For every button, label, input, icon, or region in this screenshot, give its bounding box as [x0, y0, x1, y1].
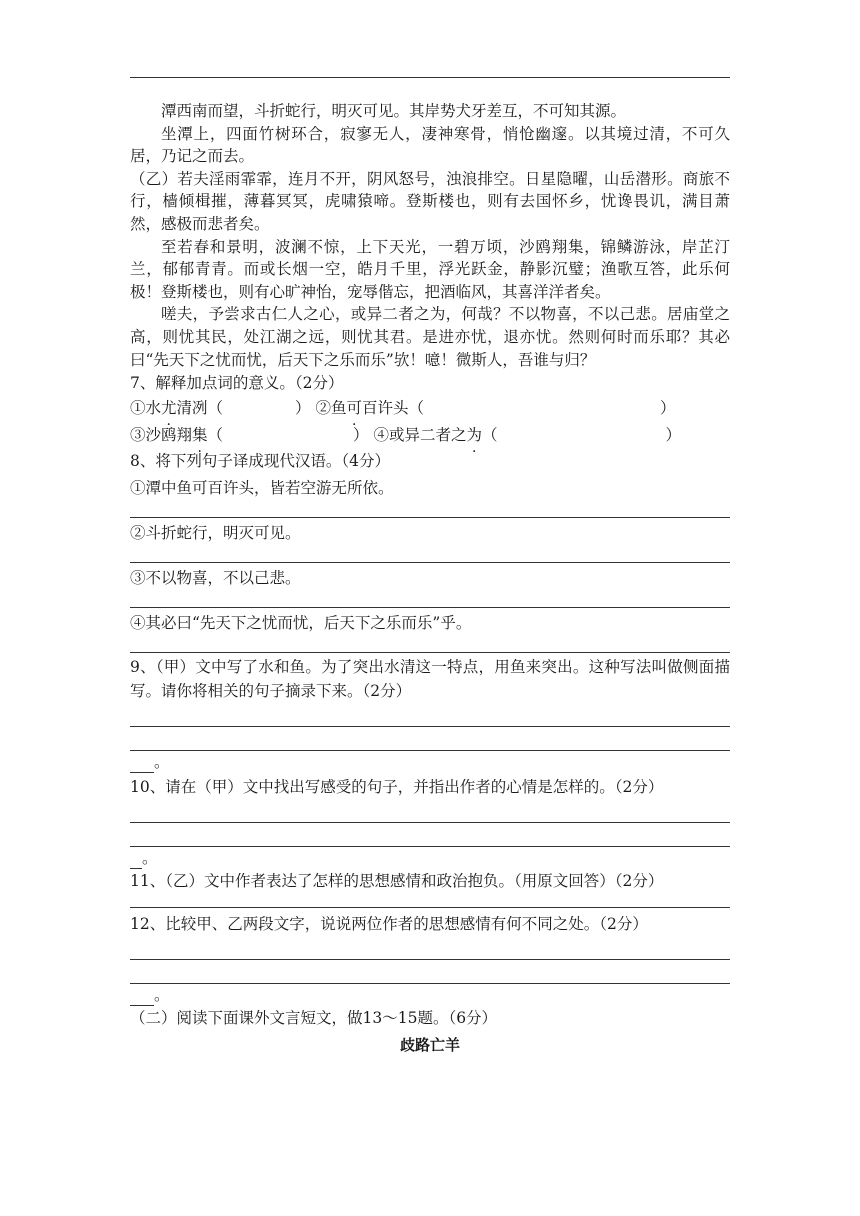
question-8-title: 8、将下列句子译成现代汉语。（4分）: [130, 452, 390, 471]
question-8-sentence-4: ④其必曰“先天下之忧而忧，后天下之乐而乐”乎。: [130, 608, 730, 653]
period-mark: 。: [154, 986, 170, 1005]
q7-item-text: 清冽（: [176, 399, 224, 418]
dotted-word: 尤 ·: [161, 395, 177, 422]
answer-line[interactable]: [130, 936, 730, 960]
answer-line[interactable]: [130, 823, 730, 847]
period-mark: 。: [154, 753, 170, 772]
answer-line-end: [130, 847, 730, 869]
passage-paragraph: （乙）若夫淫雨霏霏，连月不开，阴风怒号，浊浪排空。日星隐曜，山岳潜形。商旅不行，樯倾楫摧，薄暮冥冥，虎啸猿啼。登斯楼也，则有去国怀乡，忧谗畏讥，满目萧然，感极而悲者矣。: [130, 169, 730, 233]
dotted-word: 集 ·: [192, 422, 208, 449]
passage-paragraph: 坐潭上，四面竹树环合，寂寥无人，凄神寒骨，悄怆幽邃。以其境过清，不可久居，乃记之而去。: [130, 124, 730, 166]
answer-line[interactable]: [130, 703, 730, 727]
q7-item-text: （: [482, 426, 498, 445]
header-rule: [130, 77, 730, 78]
q7-item-text: ③沙鸥翔: [130, 426, 193, 445]
dotted-word: 可 ·: [346, 395, 362, 422]
document-body: [130, 100, 730, 1055]
answer-line-tail[interactable]: [130, 989, 154, 1006]
section-2-instruction: （二）阅读下面课外文言短文，做13～15题。（6分）: [130, 1009, 498, 1028]
answer-line[interactable]: [130, 727, 730, 751]
answer-line[interactable]: [130, 799, 730, 823]
q7-item-text: ）: [660, 399, 676, 418]
question-8-sentence-2: ②斗折蛇行，明灭可见。: [130, 518, 730, 563]
question-7-title: 7、解释加点词的意义。（2分）: [130, 374, 344, 393]
answer-blank[interactable]: [424, 395, 660, 422]
passage-paragraph: 潭西南而望，斗折蛇行，明灭可见。其岸势犬牙差互，不可知其源。: [161, 102, 627, 120]
passage-paragraph: 至若春和景明，波澜不惊，上下天光，一碧万顷，沙鸥翔集，锦鳞游泳，岸芷汀兰，郁郁青青。而或长烟一空，皓月千里，浮光跃金，静影沉璧；渔歌互答，此乐何极！登斯楼也，则有心旷神怡，宠辱偕忘，把酒临风，其喜洋洋者矣。: [130, 237, 730, 301]
q7-item-text: ）: [665, 426, 682, 445]
answer-line[interactable]: [130, 893, 730, 908]
answer-blank[interactable]: [498, 422, 666, 449]
answer-line-end: [130, 751, 730, 773]
question-8-sentence-1: ①潭中鱼可百许头，皆若空游无所依。: [130, 473, 730, 518]
dotted-word: 为 ·: [466, 422, 482, 449]
answer-line-tail[interactable]: [130, 756, 154, 773]
section-2-title: 歧路亡羊: [399, 1036, 460, 1055]
q7-item-text: ） ④或异二者之: [353, 426, 467, 445]
q7-item-text: ①水: [130, 399, 162, 418]
q7-item-text: 百许头（: [362, 399, 425, 418]
passage-paragraph: 嗟夫，予尝求古仁人之心，或异二者之为，何哉？不以物喜，不以己悲。居庙堂之高，则忧其民，处江湖之远，则忧其君。是进亦忧，退亦忧。然则何时而乐耶？其必曰“先天下之忧而忧，后天下之乐而乐”欤！噫！微斯人，吾谁与归？: [130, 305, 730, 369]
q7-item-text: （: [207, 426, 224, 445]
question-12-text: 12、比较甲、乙两段文字，说说两位作者的思想感情有何不同之处。（2分）: [130, 915, 648, 934]
question-7-row-1: [130, 395, 730, 422]
question-11-text: 11、（乙）文中作者表达了怎样的思想感情和政治抱负。（用原文回答）（2分）: [130, 872, 664, 891]
question-9-text: 9、（甲）文中写了水和鱼。为了突出水清这一特点，用鱼来突出。这种写法叫做侧面描写。请你将相关的句子摘录下来。（2分）: [130, 658, 730, 701]
q7-item-text: ） ②鱼: [295, 399, 347, 418]
question-8-sentence-3: ③不以物喜，不以己悲。: [130, 563, 730, 608]
answer-blank[interactable]: [223, 422, 353, 449]
answer-line[interactable]: [130, 960, 730, 984]
question-10-text: 10、请在（甲）文中找出写感受的句子，并指出作者的心情是怎样的。（2分）: [130, 778, 664, 797]
answer-blank[interactable]: [223, 395, 295, 422]
period-mark: 。: [142, 849, 158, 868]
question-7-row-2: [130, 422, 730, 449]
answer-line-tail[interactable]: [130, 852, 142, 869]
answer-line-end: [130, 984, 730, 1006]
